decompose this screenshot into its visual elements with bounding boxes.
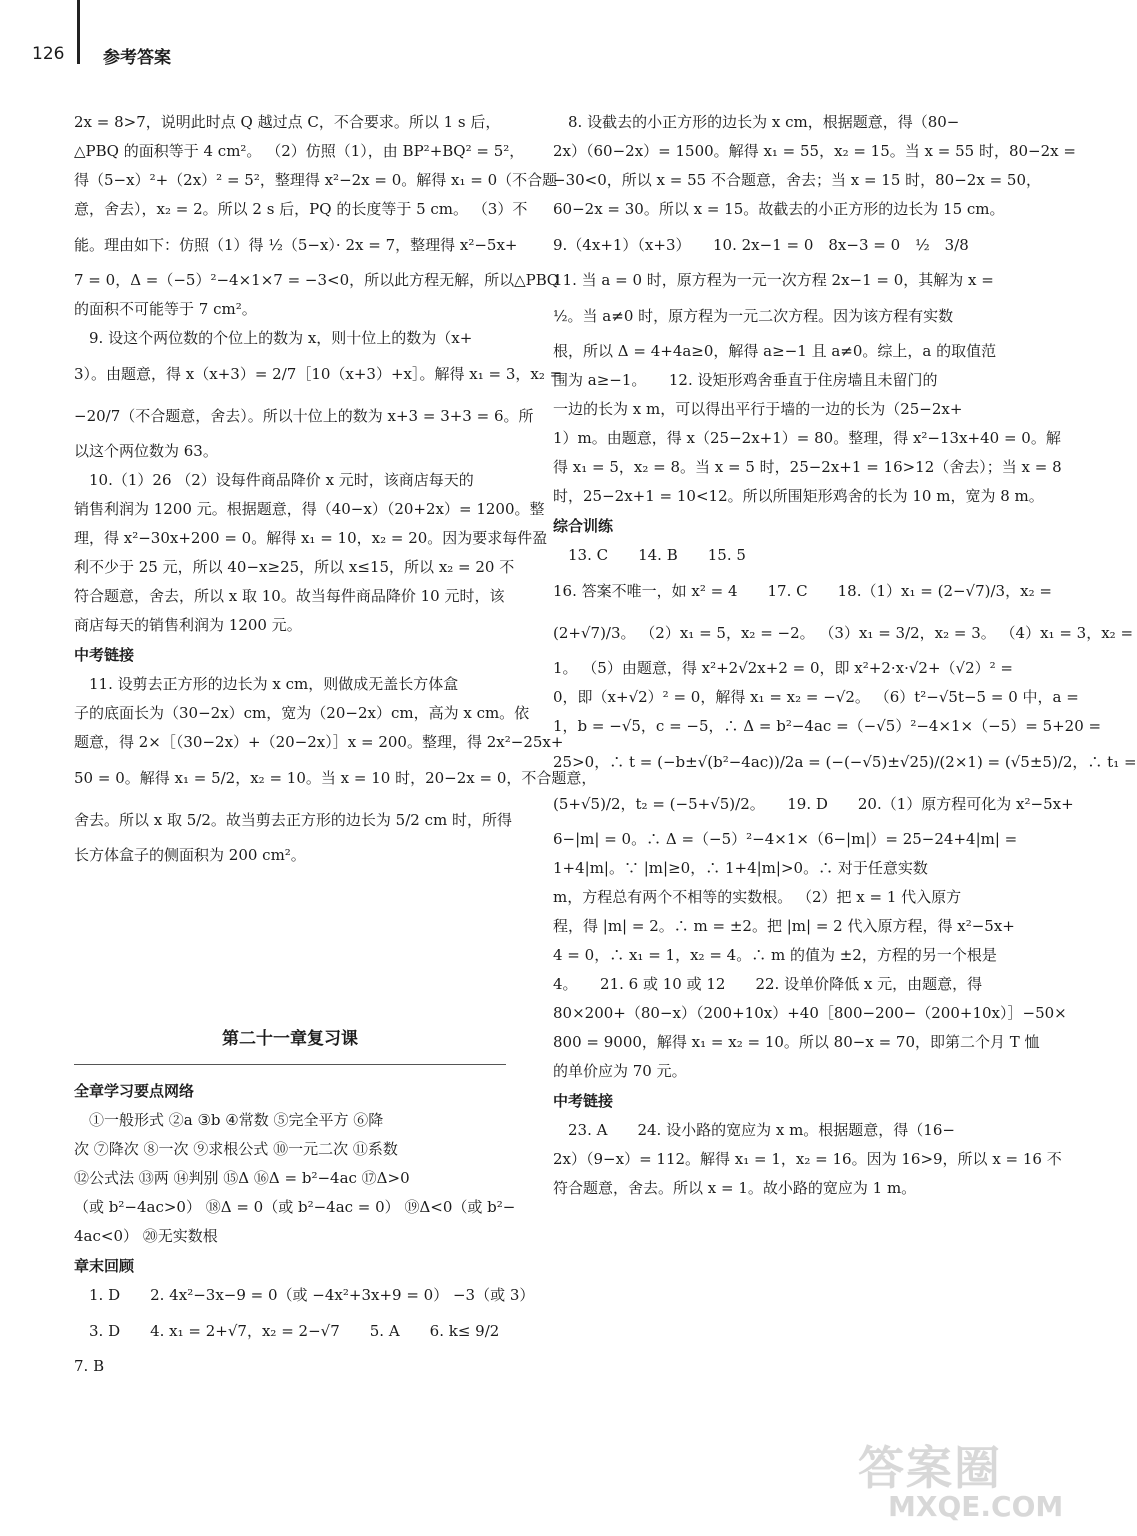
text-line: 3）。由题意，得 x（x+3）= 2/7［10（x+3）+x］。解得 x₁ = 3，x₂ =: [74, 365, 563, 383]
header-divider: [77, 0, 80, 64]
text-line: (2+√7)/3。 （2）x₁ = 5，x₂ = −2。 （3）x₁ = 3/2，x₂ = 3。 （4）x₁ = 3，x₂ =: [553, 624, 1134, 642]
text-line: 4。 21. 6 或 10 或 12 22. 设单价降低 x 元，由题意，得: [553, 975, 983, 993]
text-line: 4 = 0，∴ x₁ = 1，x₂ = 4。∴ m 的值为 ±2，方程的另一个根是: [553, 946, 997, 964]
text-line: 符合题意，舍去，所以 x 取 10。故当每件商品降价 10 元时，该: [74, 587, 505, 605]
text-line: 80×200+（80−x）（200+10x）+40［800−200−（200+10x）］−50×: [553, 1004, 1067, 1022]
page-header: [0, 0, 1041, 70]
text-line: 13. C 14. B 15. 5: [553, 546, 746, 564]
text-line: 能。理由如下：仿照（1）得 ½（5−x）· 2x = 7，整理得 x²−5x+: [74, 236, 518, 254]
text-line: 2x）（9−x）= 112。解得 x₁ = 1，x₂ = 16。因为 16>9，所以 x = 16 不: [553, 1150, 1062, 1168]
text-line: 意，舍去），x₂ = 2。所以 2 s 后，PQ 的长度等于 5 cm。 （3）不: [74, 200, 528, 218]
text-line: 0，即（x+√2）² = 0，解得 x₁ = x₂ = −√2。 （6）t²−√5t−5 = 0 中，a =: [553, 688, 1079, 706]
text-line: 的单价应为 70 元。: [553, 1062, 687, 1080]
text-line: 8. 设截去的小正方形的边长为 x cm，根据题意，得（80−: [553, 113, 960, 131]
text-line: 长方体盒子的侧面积为 200 cm²。: [74, 846, 306, 864]
text-line: 25>0，∴ t = (−b±√(b²−4ac))/2a = (−(−√5)±√25)/(2×1) = (√5±5)/2，∴ t₁ =: [553, 753, 1137, 771]
left-bottom-column: [74, 1076, 535, 1381]
text-line: (5+√5)/2，t₂ = (−5+√5)/2。 19. D 20.（1）原方程可化为 x²−5x+: [553, 795, 1074, 813]
text-line: 7. B: [74, 1357, 105, 1375]
text-line: 符合题意，舍去。所以 x = 1。故小路的宽应为 1 m。: [553, 1179, 917, 1197]
text-line: 次 ⑦降次 ⑧一次 ⑨求根公式 ⑩一元二次 ⑪系数: [74, 1140, 398, 1158]
text-line: 1。 （5）由题意，得 x²+2√2x+2 = 0，即 x²+2·x·√2+（√2）² =: [553, 659, 1013, 677]
text-line: 商店每天的销售利润为 1200 元。: [74, 616, 302, 634]
text-line: 得 x₁ = 5，x₂ = 8。当 x = 5 时，25−2x+1 = 16>12（舍去）；当 x = 8: [553, 458, 1062, 476]
text-line: 7 = 0，Δ =（−5）²−4×1×7 = −3<0，所以此方程无解，所以△PBQ: [74, 271, 560, 289]
section-heading-zhongkao-right: 中考链接: [553, 1092, 614, 1110]
text-line: 程，得 |m| = 2。∴ m = ±2。把 |m| = 2 代入原方程，得 x²−5x+: [553, 917, 1015, 935]
watermark-logo-text: 答案圈: [858, 1441, 1002, 1495]
text-line: 销售利润为 1200 元。根据题意，得（40−x）（20+2x）= 1200。整: [74, 500, 545, 518]
text-line: 的面积不可能等于 7 cm²。: [74, 300, 257, 318]
text-line: 时，25−2x+1 = 10<12。所以所围矩形鸡舍的长为 10 m，宽为 8 m。: [553, 487, 1044, 505]
text-line: ½。当 a≠0 时，原方程为一元二次方程。因为该方程有实数: [553, 307, 954, 325]
text-line: 得（5−x）²+（2x）² = 5²，整理得 x²−2x = 0。解得 x₁ = 0（不合题: [74, 171, 558, 189]
text-line: 舍去。所以 x 取 5/2。故当剪去正方形的边长为 5/2 cm 时，所得: [74, 811, 512, 829]
right-column: [553, 108, 1137, 1203]
section-heading-zonghe: 综合训练: [553, 517, 614, 535]
section-heading-review: 章末回顾: [74, 1257, 135, 1275]
text-line: 以这个两位数为 63。: [74, 442, 218, 460]
text-line: 1+4|m|。∵ |m|≥0，∴ 1+4|m|>0。∴ 对于任意实数: [553, 859, 928, 877]
text-line: −30<0，所以 x = 55 不合题意，舍去；当 x = 15 时，80−2x = 50，: [553, 171, 1041, 189]
text-line: 一边的长为 x m，可以得出平行于墙的一边的长为（25−2x+: [553, 400, 963, 418]
text-line: 子的底面长为（30−2x）cm，宽为（20−2x）cm，高为 x cm。依: [74, 704, 530, 722]
watermark-site-text: MXQE.COM: [888, 1490, 1064, 1523]
text-line: 10.（1）26 （2）设每件商品降价 x 元时，该商店每天的: [74, 471, 474, 489]
text-line: 1）m。由题意，得 x（25−2x+1）= 80。整理，得 x²−13x+40 = 0。解: [553, 429, 1061, 447]
text-line: △PBQ 的面积等于 4 cm²。 （2）仿照（1），由 BP²+BQ² = 5²，: [74, 142, 525, 160]
page-number: 126: [32, 44, 65, 64]
text-line: m，方程总有两个不相等的实数根。 （2）把 x = 1 代入原方: [553, 888, 962, 906]
text-line: 50 = 0。解得 x₁ = 5/2，x₂ = 10。当 x = 10 时，20−2x = 0，不合题意，: [74, 769, 597, 787]
section-heading-network: 全章学习要点网络: [74, 1082, 195, 1100]
text-line: 3. D 4. x₁ = 2+√7，x₂ = 2−√7 5. A 6. k≤ 9/2: [74, 1322, 500, 1340]
text-line: 2x = 8>7，说明此时点 Q 越过点 C，不合要求。所以 1 s 后，: [74, 113, 501, 131]
text-line: 9.（4x+1）（x+3） 10. 2x−1 = 0 8x−3 = 0 ½ 3/8: [553, 236, 969, 254]
text-line: ⑫公式法 ⑬两 ⑭判别 ⑮Δ ⑯Δ = b²−4ac ⑰Δ>0: [74, 1169, 410, 1187]
text-line: 16. 答案不唯一，如 x² = 4 17. C 18.（1）x₁ = (2−√7)/3，x₂ =: [553, 582, 1052, 600]
chapter-title: 第二十一章复习课: [222, 1029, 358, 1049]
section-heading-zhongkao-left: 中考链接: [74, 646, 135, 664]
text-line: 利不少于 25 元，所以 40−x≥25，所以 x≤15，所以 x₂ = 20 不: [74, 558, 515, 576]
text-line: 11. 当 a = 0 时，原方程为一元一次方程 2x−1 = 0，其解为 x =: [553, 271, 994, 289]
text-line: 根，所以 Δ = 4+4a≥0，解得 a≥−1 且 a≠0。综上，a 的取值范: [553, 342, 997, 360]
text-line: 60−2x = 30。所以 x = 15。故截去的小正方形的边长为 15 cm。: [553, 200, 1005, 218]
header-title: 参考答案: [103, 48, 171, 68]
text-line: 9. 设这个两位数的个位上的数为 x，则十位上的数为（x+: [74, 329, 473, 347]
chapter-divider: [74, 1064, 506, 1065]
text-line: 4ac<0） ⑳无实数根: [74, 1227, 218, 1245]
text-line: 理，得 x²−30x+200 = 0。解得 x₁ = 10，x₂ = 20。因为要求每件盈: [74, 529, 548, 547]
text-line: ①一般形式 ②a ③b ④常数 ⑤完全平方 ⑥降: [74, 1111, 384, 1129]
text-line: 800 = 9000，解得 x₁ = x₂ = 10。所以 80−x = 70，即第二个月 T 恤: [553, 1033, 1040, 1051]
text-line: 6−|m| = 0。∴ Δ =（−5）²−4×1×（6−|m|）= 25−24+4|m| =: [553, 830, 1018, 848]
text-line: 11. 设剪去正方形的边长为 x cm，则做成无盖长方体盒: [74, 675, 459, 693]
text-line: 1，b = −√5，c = −5，∴ Δ = b²−4ac =（−√5）²−4×1×（−5）= 5+20 =: [553, 717, 1102, 735]
text-line: （或 b²−4ac>0） ⑱Δ = 0（或 b²−4ac = 0） ⑲Δ<0（或 b²−: [74, 1198, 516, 1216]
text-line: −20/7（不合题意，舍去）。所以十位上的数为 x+3 = 3+3 = 6。所: [74, 407, 534, 425]
text-line: 围为 a≥−1。 12. 设矩形鸡舍垂直于住房墙且未留门的: [553, 371, 938, 389]
text-line: 23. A 24. 设小路的宽应为 x m。根据题意，得（16−: [553, 1121, 955, 1139]
text-line: 2x）（60−2x）= 1500。解得 x₁ = 55，x₂ = 15。当 x = 55 时，80−2x =: [553, 142, 1076, 160]
text-line: 1. D 2. 4x²−3x−9 = 0（或 −4x²+3x+9 = 0） −3（或 3）: [74, 1286, 535, 1304]
text-line: 题意，得 2×［（30−2x）+（20−2x）］x = 200。整理，得 2x²−25x+: [74, 733, 564, 751]
watermark-logo: [858, 1432, 1064, 1532]
